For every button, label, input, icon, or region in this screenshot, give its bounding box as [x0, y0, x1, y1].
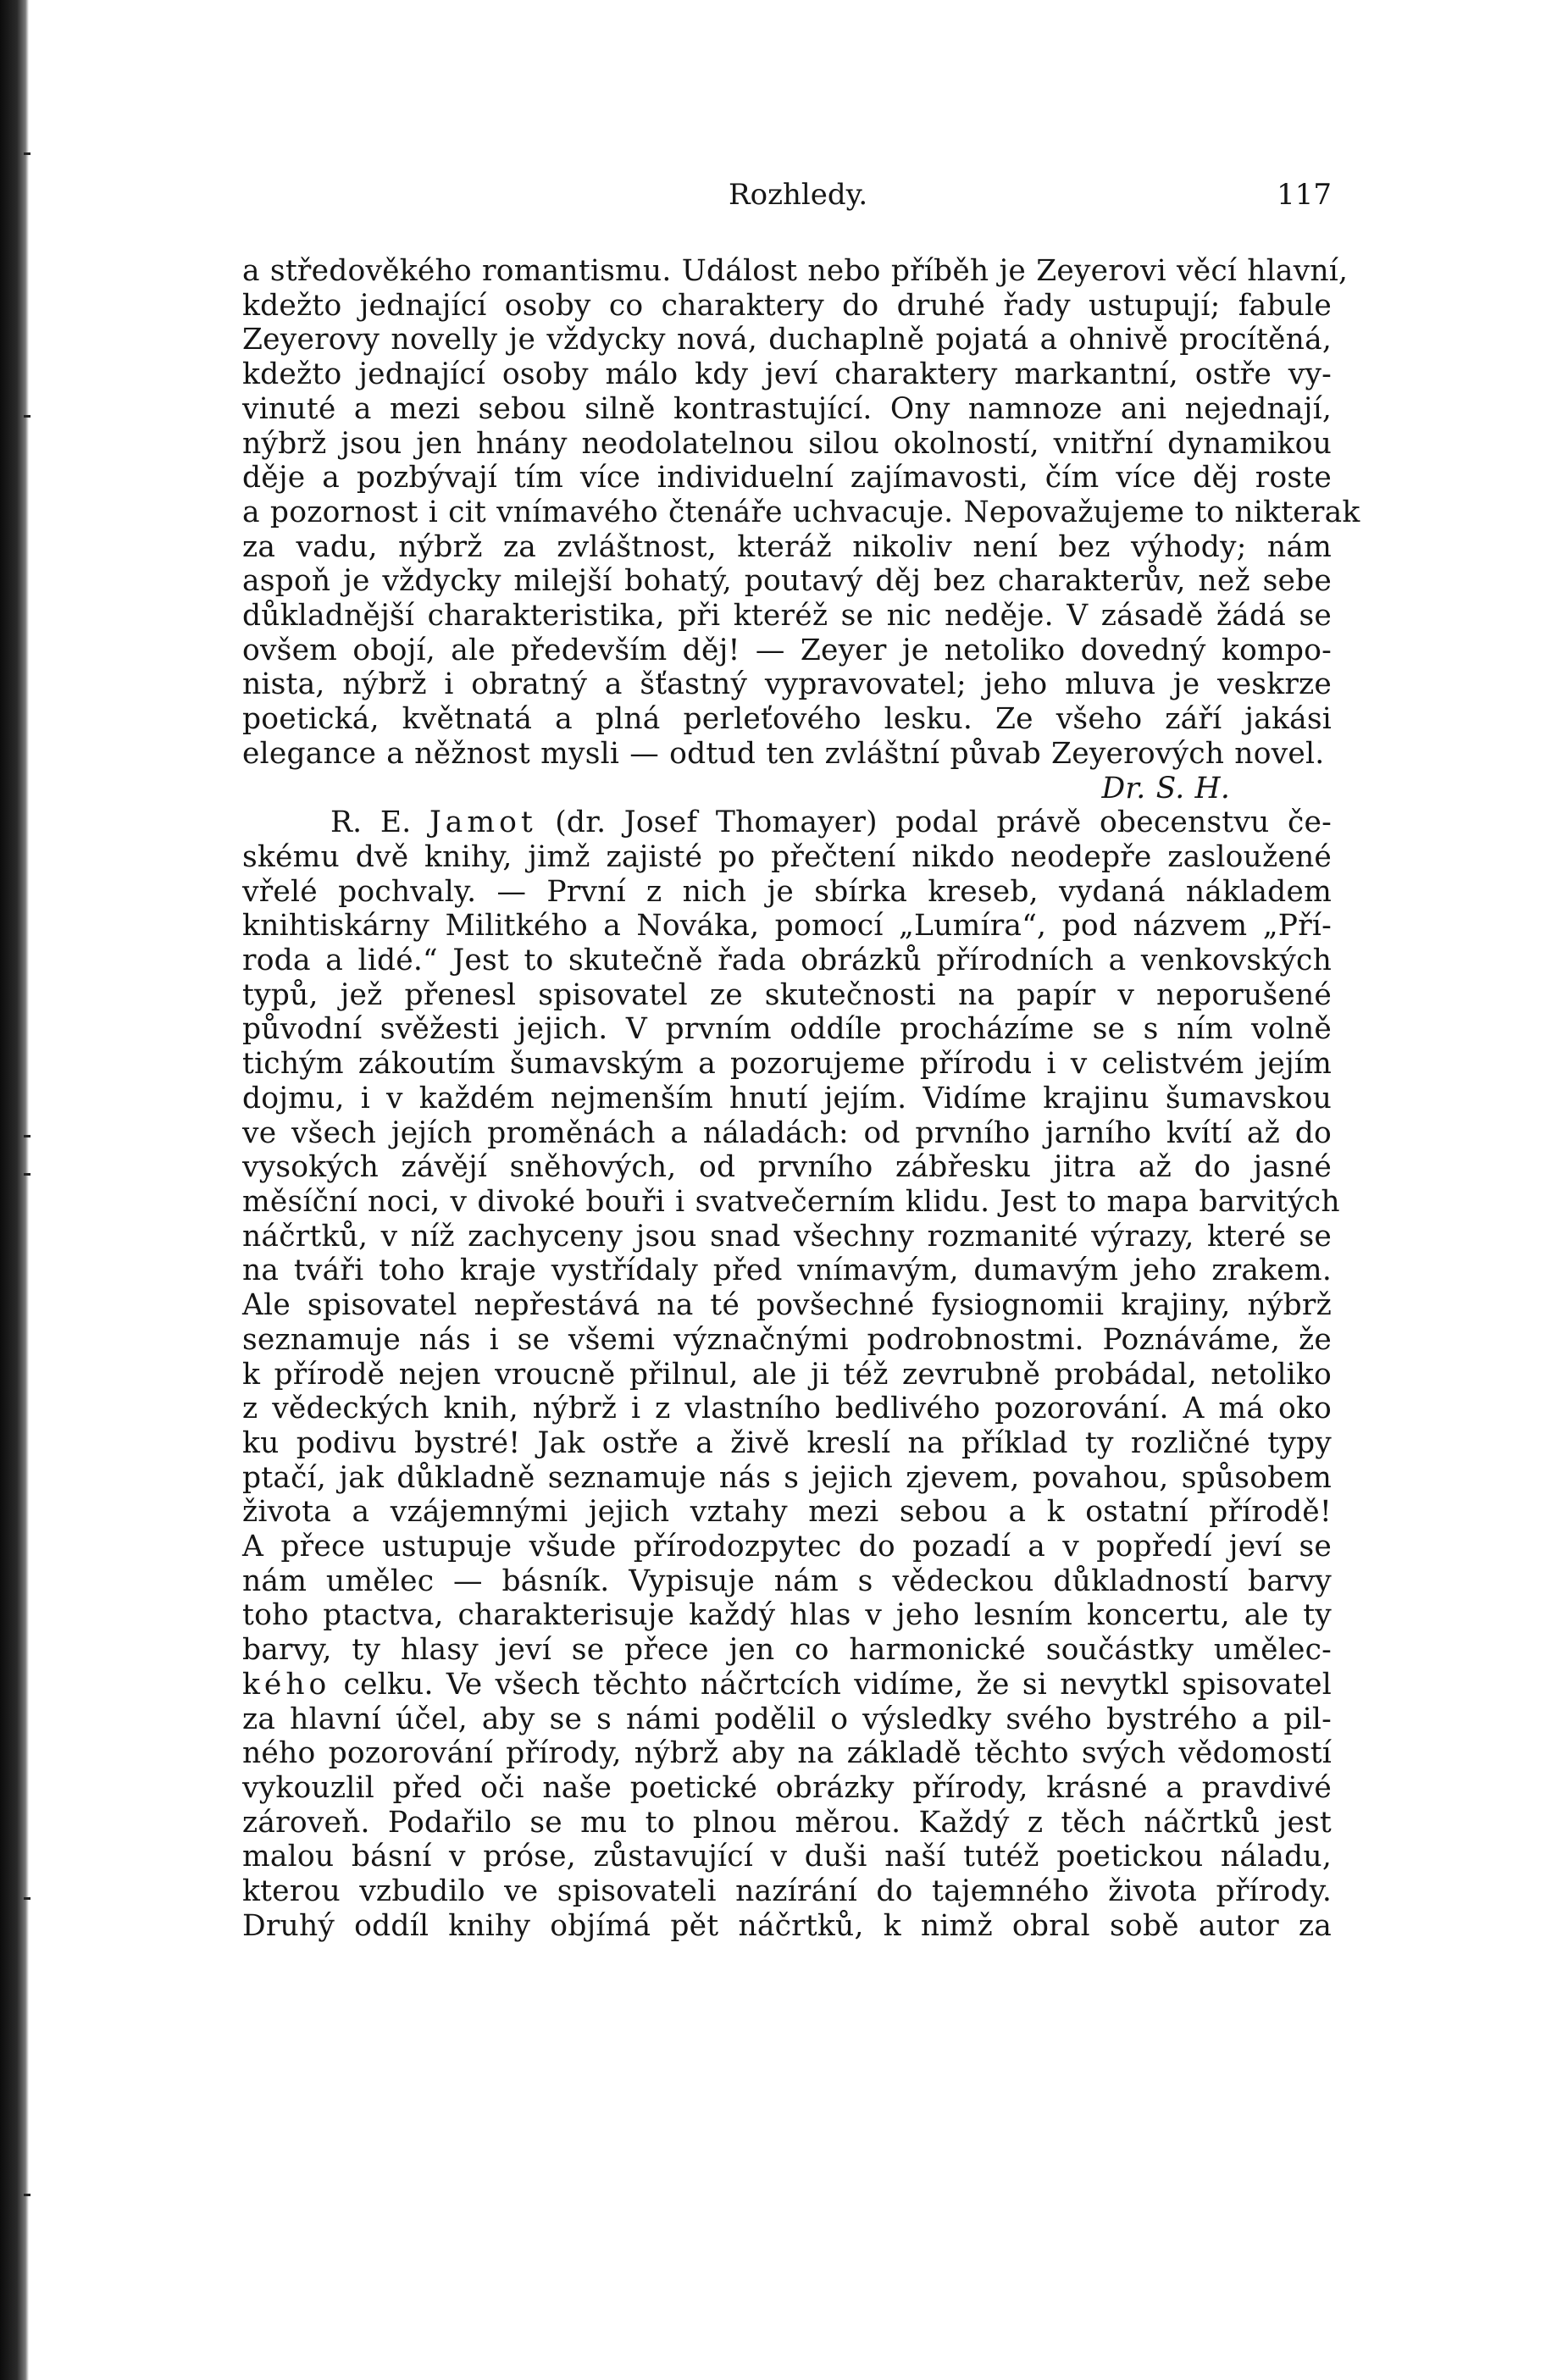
text-line: děje a pozbývají tím více individuelní zajímavosti, čím více děj roste — [242, 461, 1332, 495]
text-line: života a vzájemnými jejich vztahy mezi sebou a k ostatní přírodě! — [242, 1495, 1332, 1530]
text-line: z vědeckých knih, nýbrž i z vlastního bedlivého pozorování. A má oko — [242, 1392, 1332, 1426]
page-header — [242, 178, 1332, 212]
text-line: kdežto jednající osoby co charaktery do druhé řady ustupují; fabule — [242, 288, 1332, 323]
text-line: barvy, ty hlasy jeví se přece jen co harmonické součástky umělec- — [242, 1633, 1332, 1668]
text-line: toho ptactva, charakterisuje každý hlas v jeho lesním koncertu, ale ty — [242, 1598, 1332, 1633]
text-line: za hlavní účel, aby se s námi podělil o výsledky svého bystrého a pil- — [242, 1702, 1332, 1736]
text-line: Ale spisovatel nepřestává na té povšechné fysiognomii krajiny, nýbrž — [242, 1288, 1332, 1323]
text-run: celku. Ve všech těchto náčrtcích vidíme, že si nevytkl spisovatel — [330, 1667, 1332, 1702]
text-line: nista, nýbrž i obratný a šťastný vypravovatel; jeho mluva je veskrze — [242, 667, 1332, 702]
author-initials: R. E. — [330, 805, 429, 840]
binding-mark — [24, 415, 30, 418]
text-line-first — [242, 805, 1332, 840]
text-line: ku podivu bystré! Jak ostře a živě kreslí na příklad ty rozličné typy — [242, 1425, 1332, 1460]
text-line: měsíční noci, v divoké bouři i svatvečerním klidu. Jest to mapa barvitých — [242, 1184, 1340, 1219]
text-line: kdežto jednající osoby málo kdy jeví charaktery markantní, ostře vy- — [242, 357, 1332, 392]
binding-mark — [24, 152, 30, 155]
text-line: seznamuje nás i se všemi význačnými podrobnostmi. Poznáváme, že — [242, 1322, 1332, 1357]
page-number: 117 — [1277, 178, 1332, 212]
spaced-word: kého — [242, 1667, 331, 1702]
text-line: tichým zákoutím šumavským a pozorujeme přírodu i v celistvém jejím — [242, 1047, 1332, 1082]
text-line: původní svěžesti jejich. V prvním oddíle procházíme se s ním volně — [242, 1012, 1332, 1047]
author-name-spaced: Jamot — [429, 805, 537, 840]
text-line: na tváři toho kraje vystřídaly před vnímavým, dumavým jeho zrakem. — [242, 1254, 1332, 1288]
text-line: A přece ustupuje všude přírodozpytec do pozadí a v popředí jeví se — [242, 1530, 1332, 1564]
text-line: za vadu, nýbrž za zvláštnost, kteráž nikoliv není bez výhody; nám — [242, 529, 1332, 564]
text-line: a středověkého romantismu. Událost nebo příběh je Zeyerovi věcí hlavní, — [242, 254, 1349, 288]
text-line: nám umělec — básník. Vypisuje nám s vědeckou důkladností barvy — [242, 1564, 1332, 1598]
text-line: ptačí, jak důkladně seznamuje nás s jejich zjevem, povahou, spůsobem — [242, 1460, 1332, 1495]
page-body — [242, 254, 1360, 1943]
text-line: skému dvě knihy, jimž zajisté po přečtení nikdo neodepře zasloužené — [242, 839, 1332, 874]
text-line: roda a lidé.“ Jest to skutečně řada obrázků přírodních a venkovských — [242, 944, 1332, 978]
text-line: vykouzlil před oči naše poetické obrázky přírody, krásné a pravdivé — [242, 1770, 1332, 1805]
text-line: a pozornost i cit vnímavého čtenáře uchvacuje. Nepovažujeme to nikterak — [242, 495, 1360, 529]
running-head: Rozhledy. — [729, 178, 868, 212]
text-line: elegance a něžnost mysli — odtud ten zvláštní půvab Zeyerových novel. — [242, 736, 1325, 771]
text-line: typů, jež přenesl spisovatel ze skutečnosti na papír v neporušené — [242, 977, 1332, 1012]
text-line: Zeyerovy novelly je vždycky nová, duchaplně pojatá a ohnivě procítěná, — [242, 323, 1332, 357]
text-line: malou básní v próse, zůstavující v duši naší tutéž poetickou náladu, — [242, 1840, 1332, 1874]
text-line: k přírodě nejen vroucně přilnul, ale ji též zevrubně probádal, netoliko — [242, 1357, 1332, 1392]
binding-mark — [24, 1897, 30, 1900]
binding-mark — [24, 1135, 30, 1137]
text-line: ve všech jejích proměnách a náladách: od prvního jarního kvítí až do — [242, 1115, 1332, 1150]
text-line: knihtiskárny Militkého a Nováka, pomocí „Lumíra“, pod názvem „Pří- — [242, 909, 1332, 944]
binding-mark — [24, 2194, 30, 2196]
text-run: (dr. Josef Thomayer) podal právě obecenstvu če- — [536, 805, 1332, 840]
text-line: kterou vzbudilo ve spisovateli nazírání do tajemného života přírody. — [242, 1874, 1332, 1909]
text-line: poetická, květnatá a plná perleťového lesku. Ze všeho září jakási — [242, 702, 1332, 737]
text-line: vřelé pochvaly. — První z nich je sbírka kreseb, vydaná nákladem — [242, 874, 1332, 909]
review-signature: Dr. S. H. — [1101, 771, 1230, 805]
text-line: vysokých závějí sněhových, od prvního zábřesku jitra až do jasné — [242, 1150, 1332, 1185]
text-line: nýbrž jsou jen hnány neodolatelnou silou okolností, vnitřní dynamikou — [242, 426, 1332, 461]
text-line: zároveň. Podařilo se mu to plnou měrou. Každý z těch náčrtků jest — [242, 1805, 1332, 1840]
text-line: náčrtků, v níž zachyceny jsou snad všechny rozmanité výrazy, které se — [242, 1219, 1332, 1254]
book-binding-edge — [0, 0, 29, 2380]
text-line: ovšem obojí, ale především děj! — Zeyer je netoliko dovedný kompo- — [242, 633, 1332, 667]
paragraph-zeyer-review — [242, 254, 1360, 772]
text-line-spaced-start — [242, 1668, 1332, 1702]
text-line: ného pozorování přírody, nýbrž aby na základě těchto svých vědomostí — [242, 1736, 1332, 1771]
text-line: důkladnější charakteristika, při kteréž se nic neděje. V zásadě žádá se — [242, 599, 1332, 634]
text-line: Druhý oddíl knihy objímá pět náčrtků, k nimž obral sobě autor za — [242, 1908, 1332, 1943]
text-line: dojmu, i v každém nejmenším hnutí jejím. Vidíme krajinu šumavskou — [242, 1081, 1332, 1115]
paragraph-jamot-review — [242, 805, 1340, 1943]
text-line: vinuté a mezi sebou silně kontrastující. Ony namnoze ani nejednají, — [242, 391, 1332, 426]
text-line: aspoň je vždycky milejší bohatý, poutavý děj bez charakterův, než sebe — [242, 564, 1332, 599]
binding-mark — [24, 1173, 30, 1176]
